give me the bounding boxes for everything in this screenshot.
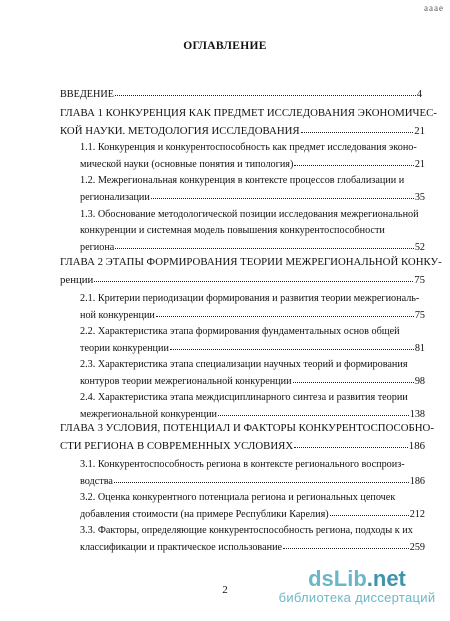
toc-section-1-2-line-1: 1.2. Межрегиональная конкуренция в контексте процессов глобализации и (80, 175, 405, 186)
toc-page-number: 35 (414, 192, 425, 203)
leader-dots (94, 272, 413, 282)
toc-section-1-3-line-3 (80, 240, 425, 254)
toc-section-3-2-line-1: 3.2. Оценка конкурентного потенциала региона и региональных цепочек (80, 492, 396, 503)
toc-section-2-3-line-1: 2.3. Характеристика этапа специализации научных теорий и формирования (80, 359, 408, 370)
watermark-logo-accent: .net (366, 566, 406, 591)
toc-section-3-3-line-1: 3.3. Факторы, определяющие конкурентоспособность региона, подходы к их (80, 525, 413, 536)
watermark-logo (268, 568, 446, 590)
toc-section-2-4-line-2 (80, 407, 425, 421)
toc-entry-title: регионализации (80, 192, 150, 203)
toc-page-number: 75 (414, 274, 425, 286)
toc-section-3-3-line-2 (80, 540, 425, 554)
toc-page-number: 21 (414, 125, 425, 137)
toc-page-number: 259 (409, 542, 425, 553)
toc-entry-title: классификации и практическое использование (80, 542, 283, 553)
toc-entry-title: ВВЕДЕНИЕ (60, 89, 114, 100)
leader-dots (294, 438, 408, 448)
leader-dots (151, 189, 414, 199)
toc-entry-title: добавления стоимости (на примере Республики Карелия) (80, 509, 329, 520)
toc-chapter-2-line-2 (60, 273, 425, 287)
toc-page-number: 138 (409, 409, 425, 420)
toc-entry-title: региона (80, 242, 115, 253)
toc-section-1-3-line-2: конкуренции и системная модель повышения конкурентоспособности (80, 225, 385, 236)
leader-dots (301, 123, 414, 133)
leader-dots (114, 473, 409, 483)
toc-entry-title: ренции (60, 274, 94, 286)
toc-entry-title: ной конкуренции (80, 310, 155, 321)
toc-page-number: 75 (414, 310, 425, 321)
page-title: ОГЛАВЛЕНИЕ (183, 40, 267, 52)
toc-section-1-1-line-1: 1.1. Конкуренция и конкурентоспособность как предмет исследования эконо- (80, 142, 417, 153)
leader-dots (283, 539, 409, 549)
toc-chapter-1-line-2 (60, 124, 425, 138)
watermark-logo-main: dsLib (308, 566, 367, 591)
toc-section-1-3-line-1: 1.3. Обоснование методологической позиции исследования межрегиональной (80, 209, 419, 220)
toc-section-3-2-line-2 (80, 507, 425, 521)
toc-entry-title: СТИ РЕГИОНА В СОВРЕМЕННЫХ УСЛОВИЯХ (60, 440, 294, 452)
toc-section-2-1-line-1: 2.1. Критерии периодизации формирования и развития теории межрегиональ- (80, 293, 420, 304)
watermark-subtitle: библиотека диссертаций (278, 590, 436, 605)
toc-page-number: 98 (414, 376, 425, 387)
toc-section-1-2-line-2 (80, 190, 425, 204)
toc-entry-title: мической науки (основные понятия и типология) (80, 159, 294, 170)
leader-dots (294, 156, 413, 166)
toc-page-number: 21 (414, 159, 425, 170)
toc-chapter-3-line-2 (60, 439, 425, 453)
page-number: 2 (222, 584, 228, 596)
toc-entry-title: контуров теории межрегиональной конкуренции (80, 376, 292, 387)
corner-mark: ааае (424, 3, 444, 13)
toc-entry-title: теории конкуренции (80, 343, 169, 354)
toc-page-number: 186 (408, 440, 425, 452)
toc-section-2-4-line-1: 2.4. Характеристика этапа междисциплинарного синтеза и развития теории (80, 392, 408, 403)
toc-page-number: 212 (409, 509, 425, 520)
toc-section-2-3-line-2 (80, 374, 425, 388)
toc-chapter-1-line-1: ГЛАВА 1 КОНКУРЕНЦИЯ КАК ПРЕДМЕТ ИССЛЕДОВАНИЯ ЭКОНОМИЧЕС- (60, 107, 437, 119)
toc-entry-title: КОЙ НАУКИ. МЕТОДОЛОГИЯ ИССЛЕДОВАНИЯ (60, 125, 300, 137)
leader-dots (156, 307, 414, 317)
leader-dots (170, 340, 414, 350)
toc-chapter-3-line-1: ГЛАВА 3 УСЛОВИЯ, ПОТЕНЦИАЛ И ФАКТОРЫ КОНКУРЕНТОСПОСОБНО- (60, 422, 434, 434)
toc-section-2-2-line-1: 2.2. Характеристика этапа формирования фундаментальных основ общей (80, 326, 400, 337)
watermark (268, 568, 446, 605)
leader-dots (218, 406, 409, 416)
toc-page-number: 81 (414, 343, 425, 354)
toc-section-2-2-line-2 (80, 341, 425, 355)
toc-page-number: 186 (409, 476, 425, 487)
leader-dots (293, 373, 414, 383)
leader-dots (115, 86, 416, 96)
toc-page-number: 4 (416, 89, 422, 100)
toc-page-number: 52 (414, 242, 425, 253)
toc-section-2-1-line-2 (80, 308, 425, 322)
toc-entry-title: водства (80, 476, 113, 487)
leader-dots (330, 506, 409, 516)
toc-entry-title: межрегиональной конкуренции (80, 409, 217, 420)
toc-chapter-2-line-1: ГЛАВА 2 ЭТАПЫ ФОРМИРОВАНИЯ ТЕОРИИ МЕЖРЕГИОНАЛЬНОЙ КОНКУ- (60, 256, 442, 268)
leader-dots (115, 239, 413, 249)
toc-section-3-1-line-2 (80, 474, 425, 488)
toc-entry-intro (60, 87, 422, 101)
toc-section-1-1-line-2 (80, 157, 425, 171)
toc-section-3-1-line-1: 3.1. Конкурентоспособность региона в контексте регионального воспроиз- (80, 459, 405, 470)
